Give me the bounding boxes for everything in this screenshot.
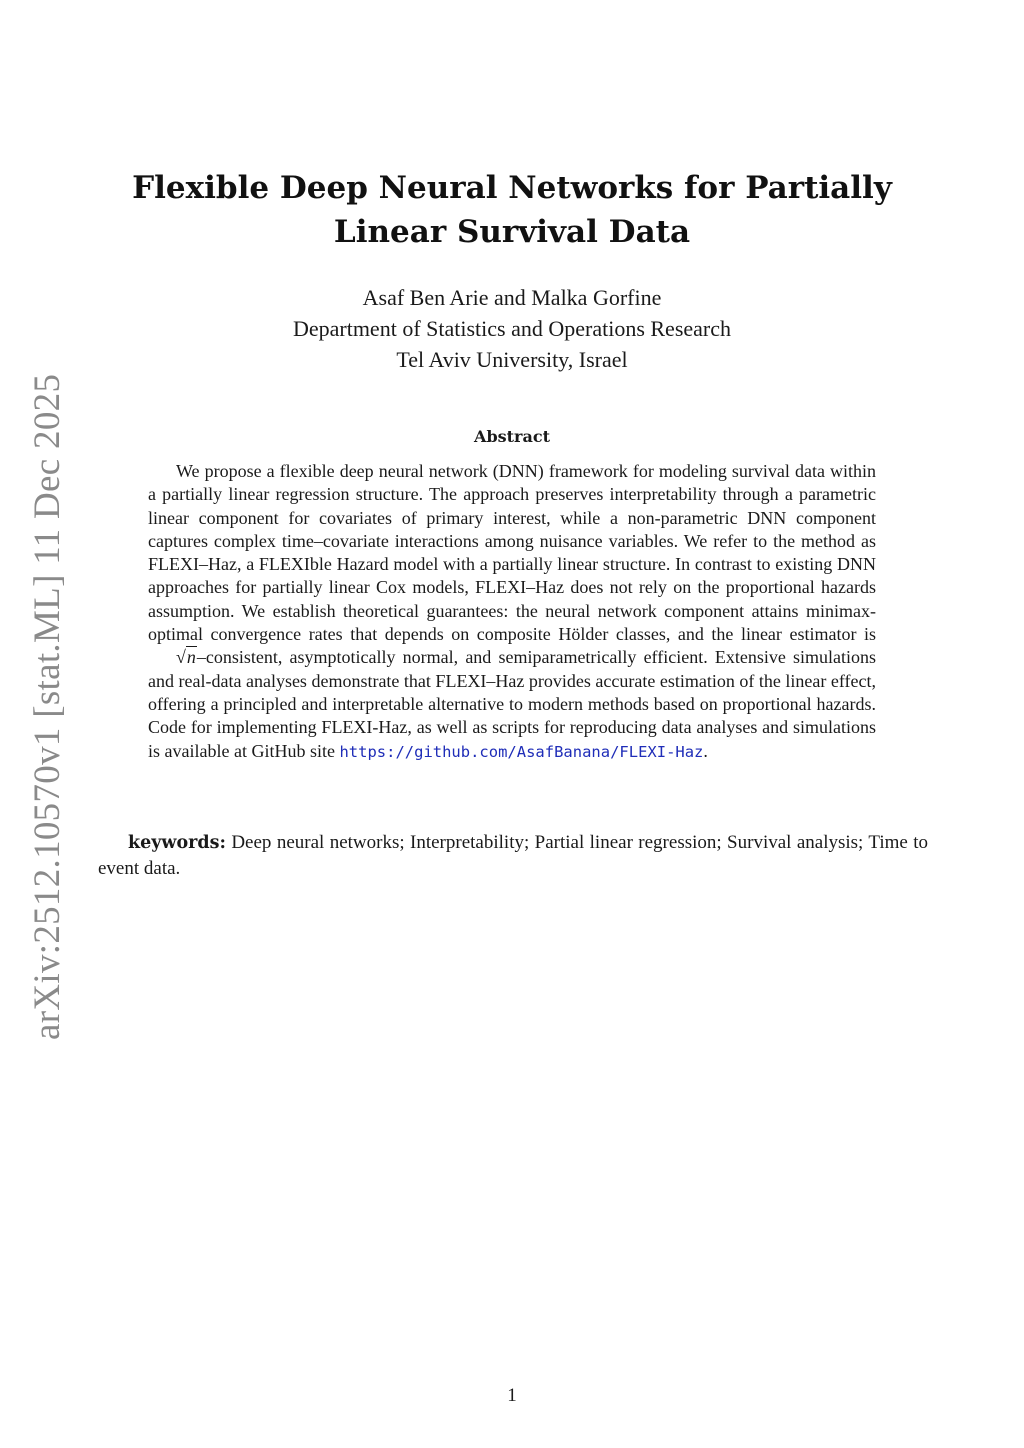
affiliation-department: Department of Statistics and Operations Research	[292, 316, 732, 341]
abstract-text-part2: –consistent, asymptotically normal, and semiparametrically efficient. Extensive simulations and real-data analyses demonstrate that FLEXI–Haz provides accurate estimation of the linear effect, offering a principled and interpretable alternative to modern methods based on proportional hazards. Code for implementing FLEXI-Haz, as well as scripts for reproducing data analyses and simulations is available at GitHub site	[148, 647, 876, 761]
sqrt-symbol: √	[176, 647, 186, 668]
github-link[interactable]: https://github.com/AsafBanana/FLEXI-Haz	[339, 742, 704, 761]
author-block	[100, 282, 924, 375]
affiliation-university: Tel Aviv University, Israel	[396, 347, 628, 372]
sqrt-n-expression	[148, 646, 197, 669]
page-number: 1	[507, 1385, 517, 1406]
arxiv-identifier-stamp: arXiv:2512.10570v1 [stat.ML] 11 Dec 2025	[27, 373, 68, 1040]
abstract-body	[148, 460, 876, 764]
sqrt-radicand: n	[186, 647, 196, 668]
author-names: Asaf Ben Arie and Malka Gorfine	[362, 285, 662, 310]
abstract-heading: Abstract	[474, 427, 550, 446]
abstract-text-part1: We propose a flexible deep neural network (DNN) framework for modeling survival data within a partially linear regression structure. The approach preserves interpretability through a parametric linear component for covariates of primary interest, while a non-parametric DNN component captures complex time–covariate interactions among nuisance variables. We refer to the method as FLEXI–Haz, a FLEXIble Hazard model with a partially linear structure. In contrast to existing DNN approaches for partially linear Cox models, FLEXI–Haz does not rely on the proportional hazards assumption. We establish theoretical guarantees: the neural network component attains minimax-optimal convergence rates that depends on composite Hölder classes, and the linear estimator is	[148, 461, 876, 645]
keywords-paragraph	[98, 830, 928, 881]
abstract-text-end: .	[703, 740, 708, 761]
paper-title: Flexible Deep Neural Networks for Partially Linear Survival Data	[132, 170, 892, 250]
keywords-label: keywords:	[128, 833, 226, 853]
keywords-text: Deep neural networks; Interpretability; Partial linear regression; Survival analysis; Time to event data.	[98, 832, 928, 879]
